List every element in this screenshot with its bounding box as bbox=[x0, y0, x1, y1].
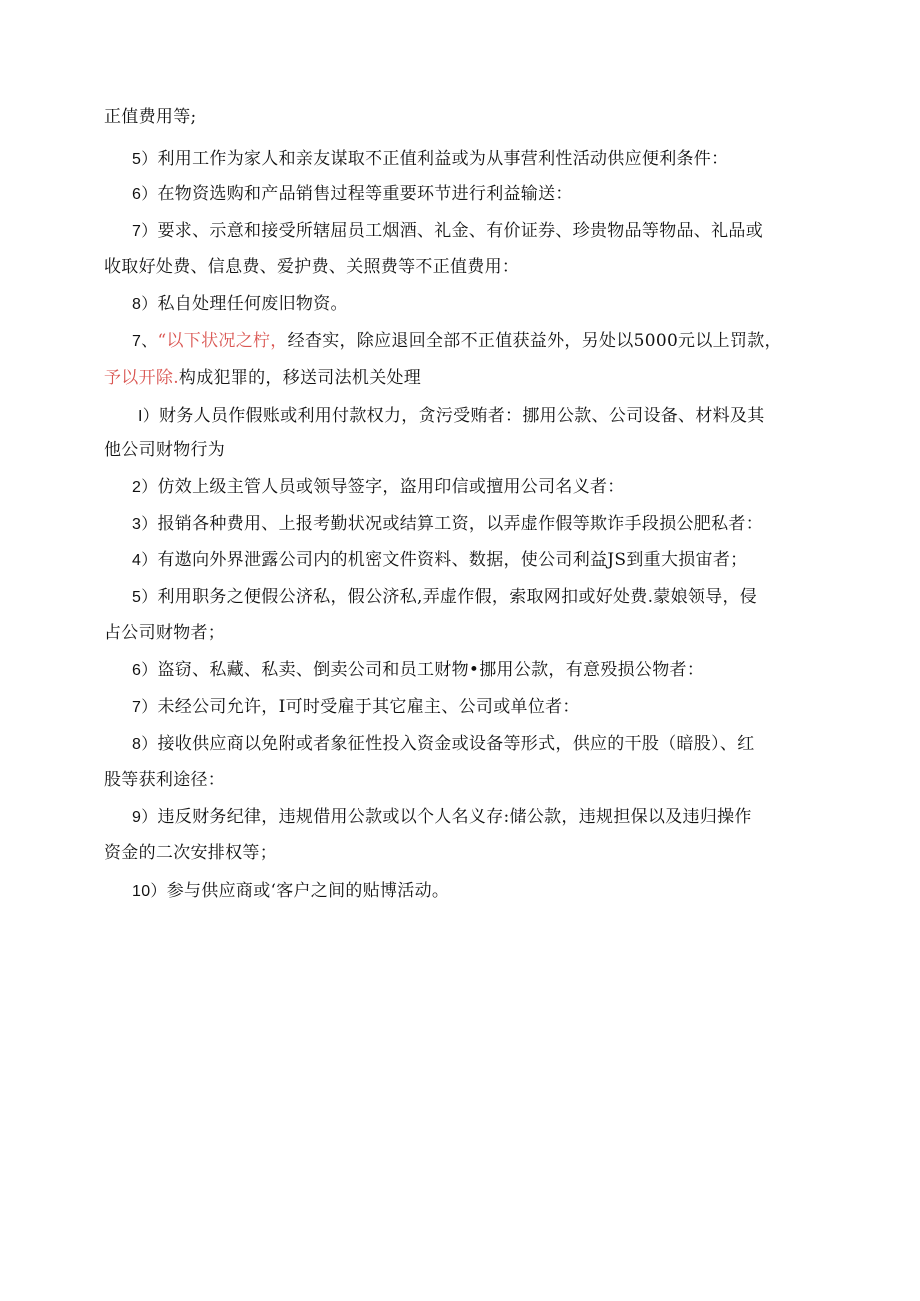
list-item-8 bbox=[132, 293, 348, 316]
line-text: 接收供应商以免附或者象征性投入资金或设备等形式，供应的干股（暗股）、红 bbox=[157, 734, 755, 754]
line-text: 财务人员作假账或利用付款权力，贪污受贿者：挪用公款、公司设备、材料及其 bbox=[159, 406, 765, 426]
text-line-continuation bbox=[104, 367, 421, 389]
list-number: 2） bbox=[132, 479, 158, 496]
line-text: 有遨向外界泄露公司内的机密文件资料、数据，使公司利益JS到重大损宙者； bbox=[157, 550, 748, 570]
line-text: 构成犯罪的，移送司法机关处理 bbox=[178, 368, 422, 388]
line-text: 正值费用等; bbox=[104, 107, 197, 127]
list-number: 3） bbox=[132, 516, 158, 533]
line-text: 股等获利途径： bbox=[104, 770, 226, 790]
line-text: 在物资选购和产品销售过程等重要环节进行利益输送： bbox=[157, 184, 573, 204]
list-item-6 bbox=[132, 183, 573, 206]
line-text: 违反财务纪律，违规借用公款或以个人名义存:储公款，违规担保以及违归操作 bbox=[157, 807, 752, 827]
list-number: 9） bbox=[132, 809, 158, 826]
list-item-4 bbox=[132, 549, 747, 572]
list-number: 5） bbox=[132, 589, 158, 606]
list-number: 5） bbox=[132, 151, 158, 168]
list-item-6b bbox=[132, 659, 704, 682]
list-item-7 bbox=[132, 220, 763, 243]
highlighted-text: “以下状况之柠， bbox=[157, 331, 288, 351]
line-text: 要求、示意和接受所辖屈员工烟酒、礼金、有价证券、珍贵物品等物品、礼品或 bbox=[157, 221, 763, 241]
list-item-5 bbox=[132, 148, 728, 171]
list-number: 8） bbox=[132, 296, 158, 313]
text-line-1 bbox=[104, 106, 197, 128]
line-text: 未经公司允许，I可时受雇于其它雇主、公司或单位者： bbox=[157, 697, 580, 717]
list-number: 7） bbox=[132, 223, 158, 240]
line-text: 仿效上级主管人员或领导签字，盗用印信或擅用公司名义者： bbox=[157, 477, 625, 497]
text-line-continuation bbox=[104, 842, 277, 864]
list-item-1 bbox=[138, 405, 765, 428]
line-text: 经杳实，除应退回全部不正值获益外，另处以5000元以上罚款， bbox=[287, 331, 782, 351]
line-text: 利用职务之便假公济私，假公济私,弄虚作假，索取网扣或好处费.蒙娘领导，侵 bbox=[157, 587, 758, 607]
text-line-continuation bbox=[104, 769, 225, 791]
list-number: 8） bbox=[132, 736, 158, 753]
list-number: I） bbox=[138, 408, 160, 425]
highlighted-text: 予以开除. bbox=[104, 368, 179, 388]
section-number: 7、 bbox=[132, 333, 158, 350]
line-text: 资金的二次安排权等； bbox=[104, 843, 277, 863]
list-item-5b bbox=[132, 586, 757, 609]
line-text: 参与供应商或‘客户之间的贴博活动。 bbox=[166, 881, 450, 901]
list-number: 4） bbox=[132, 552, 158, 569]
list-number: 10） bbox=[132, 883, 167, 900]
list-number: 6） bbox=[132, 186, 158, 203]
list-item-9 bbox=[132, 806, 752, 829]
list-item-8b bbox=[132, 733, 755, 756]
text-line-continuation bbox=[104, 439, 225, 461]
line-text: 报销各种费用、上报考勤状况或结算工资，以弄虚作假等欺诈手段损公肥私者： bbox=[157, 514, 763, 534]
line-text: 他公司财物行为 bbox=[104, 440, 226, 460]
line-text: 收取好处费、信息费、爱护费、关照费等不正值费用： bbox=[104, 257, 520, 277]
list-item-10 bbox=[132, 880, 449, 903]
list-number: 6） bbox=[132, 662, 158, 679]
list-item-7b bbox=[132, 696, 580, 719]
list-item-2 bbox=[132, 476, 625, 499]
line-text: 盗窃、私藏、私卖、倒卖公司和员工财物•挪用公款，有意殁损公物者： bbox=[157, 660, 705, 680]
text-line-continuation bbox=[104, 622, 225, 644]
list-number: 7） bbox=[132, 699, 158, 716]
list-item-3 bbox=[132, 513, 763, 536]
line-text: 占公司财物者； bbox=[104, 623, 226, 643]
line-text: 私自处理任何废旧物资。 bbox=[157, 294, 348, 314]
line-text: 利用工作为家人和亲友谋取不正值利益或为从事营利性活动供应便利条件： bbox=[157, 149, 729, 169]
section-heading-7 bbox=[132, 330, 782, 353]
text-line-continuation bbox=[104, 256, 519, 278]
